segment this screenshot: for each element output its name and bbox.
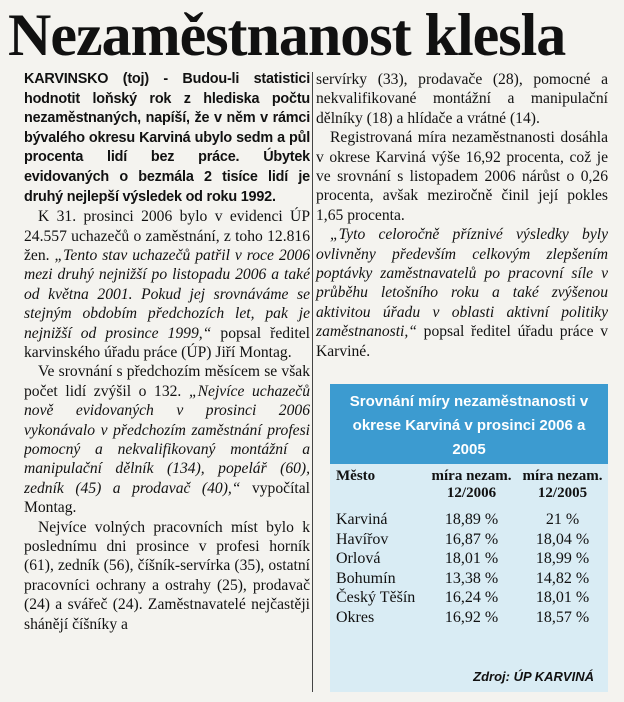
headline: Nezaměstnanost klesla: [8, 2, 566, 68]
paragraph-3: Nejvíce volných pracovních míst bylo k poslednímu dni prosince v profesi horník (61), zedník (56), číšník-servírka (35), ostatní pracovníci ochrany a ostrahy (25), prodavač (24) a svářeč (24). Zaměstnavatelé nejčastěji shánějí číšníky a: [24, 518, 310, 633]
paragraph-4: servírky (33), prodavače (28), pomocné a nekvalifikované montážní a manipulační dělníky (18) a hlídače a vrátné (14).: [316, 71, 608, 127]
table-cell-city: Bohumín: [336, 569, 396, 587]
column-divider: [312, 72, 313, 692]
article-column-right: [316, 70, 608, 361]
table-source: Zdroj: ÚP KARVINÁ: [473, 669, 594, 684]
unemployment-table-box: [330, 384, 608, 692]
table-body: [330, 510, 608, 627]
table-row: [330, 530, 608, 550]
lead-paragraph: KARVINSKO (toj) - Budou-li statistici hodnotit loňský rok z hlediska počtu nezaměstnaných, napíší, že v něm v rámci bývalého okresu Karviná ubylo sedm a půl procenta lidí bez práce. Úbytek evidovaných o bezmála 2 tisíce lidí je druhý nejlepší výsledek od roku 1992.: [24, 71, 310, 205]
paragraph-1-text: K 31. prosinci 2006 bylo v evidenci ÚP 24.557 uchazečů o zaměstnání, z toho 12.816 žen.: [24, 208, 310, 264]
table-row: [330, 608, 608, 628]
table-cell-2005: 18,57 %: [535, 608, 590, 626]
article-column-left: [24, 70, 310, 698]
header-city: Město: [336, 468, 376, 484]
paragraph-5: Registrovaná míra nezaměstnanosti dosáhla v okrese Karviná výše 16,92 procenta, což je ve srovnání s listopadem 2006 nárůst o 0,26 procenta, avšak meziročně činil její pokles 1,65 procenta.: [316, 129, 608, 224]
table-cell-city: Havířov: [336, 530, 389, 548]
table-cell-2006: 13,38 %: [444, 569, 499, 587]
paragraph-2-quote: „Nejvíce uchazečů nově evidovaných v prosinci 2006 vykonávalo v předchozím zaměstnání profesi pomocný a nekvalifikovaný montážní a manipulační dělník (134), popelář (60), zedník (45) a prodavač (40),“: [24, 382, 310, 497]
table-cell-2005: 21 %: [545, 511, 580, 528]
table-header-row: [330, 468, 608, 510]
table-cell-2005: 14,82 %: [535, 569, 590, 587]
table-row: [330, 569, 608, 589]
table-row: [330, 549, 608, 569]
paragraph-1-quote: „Tento stav uchazečů patřil v roce 2006 mezi druhý nejnižší po listopadu 2006 a také od května 2001. Pokud jej srovnáváme se stejným obdobím předchozích let, pak je nejnižší od prosince 1999,“: [24, 246, 310, 342]
table-row: [330, 510, 608, 530]
paragraph-6-tail: popsal ředitel úřadu práce v Karviné.: [316, 323, 608, 360]
paragraph-1-tail: popsal ředitel karvinského úřadu práce (ÚP) Jiří Montag.: [24, 324, 310, 361]
table-cell-2006: 16,87 %: [444, 530, 499, 548]
header-2005: míra nezam. 12/2005: [522, 468, 603, 501]
paragraph-2-text: Ve srovnání s předchozím měsícem se však počet lidí zvýšil o 132.: [24, 363, 310, 400]
paragraph-2: [24, 362, 310, 517]
paragraph-2-tail: vypočítal Montag.: [24, 479, 310, 517]
paragraph-6: [316, 225, 608, 361]
table-cell-2005: 18,99 %: [535, 550, 590, 567]
table-cell-2005: 18,01 %: [535, 589, 590, 606]
table-cell-city: Český Těšín: [336, 589, 416, 606]
table-title: Srovnání míry nezaměstnanosti v okrese Karviná v prosinci 2006 a 2005: [330, 384, 608, 464]
table-cell-2005: 18,04 %: [535, 530, 590, 548]
header-2006: míra nezam. 12/2006: [431, 468, 512, 501]
table-cell-2006: 18,89 %: [444, 511, 499, 528]
table-row: [330, 588, 608, 608]
unemployment-table: [330, 468, 608, 627]
paragraph-1: [24, 207, 310, 362]
table-cell-2006: 16,24 %: [444, 589, 499, 606]
table-cell-2006: 18,01 %: [444, 550, 499, 567]
table-cell-city: Karviná: [336, 511, 388, 528]
table-cell-city: Okres: [336, 608, 375, 626]
table-cell-2006: 16,92 %: [444, 608, 499, 626]
table-cell-city: Orlová: [336, 550, 381, 567]
paragraph-6-quote: „Tyto celoročně příznivé výsledky byly ovlivněny především celkovým zlepšením poptávky zaměstnavatelů po pracovní síle v průběhu letošního roku a také zvýšenou aktivitou úřadu v oblasti aktivní politiky zaměstnanosti,“: [316, 226, 608, 341]
